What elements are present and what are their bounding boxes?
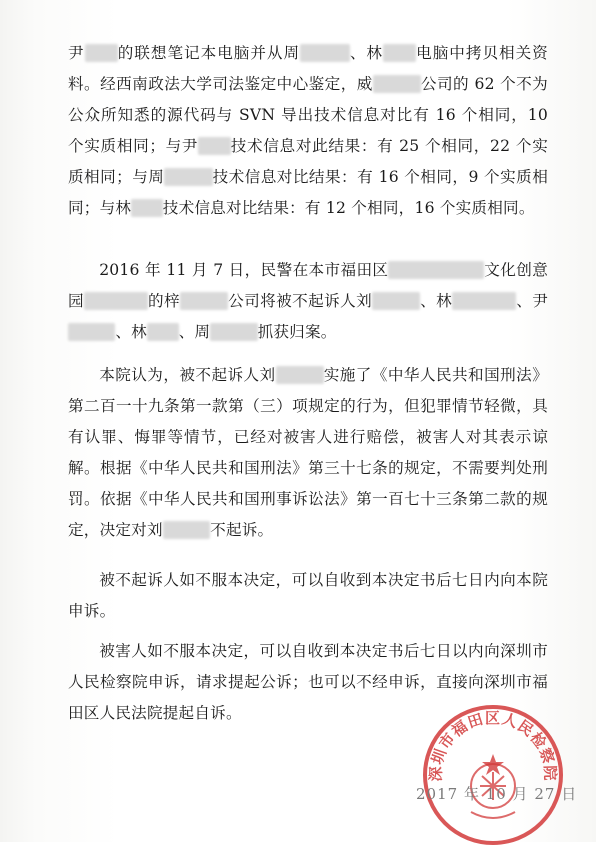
redacted-name [180,292,228,310]
svg-text:深圳市福田区人民检察院: 深圳市福田区人民检察院 [426,709,560,782]
paragraph-decision: 本院认为，被不起诉人刘 实施了《中华人民共和国刑法》第二百一十九条第一款第（三）项规定的行为，但犯罪情节轻微，具有认罪、悔罪等情节，已经对被害人进行赔偿，被害人对其表示谅解。根据《中华人民共和国刑法》第三十七条的规定，不需要判处刑罚。依据《中华人民共和国刑事诉讼法》第一百七十三条第二款的规定，决定对刘 不起诉。 [68,366,548,539]
redacted-name [131,199,163,217]
redacted-name [276,366,324,384]
redacted-name [147,323,179,341]
paragraph-appeal-victim: 被害人如不服本决定，可以自收到本决定书后七日以内向深圳市人民检察院申诉，请求提起公诉；也可以不经申诉，直接向深圳市福田区人民法院提起自诉。 [68,642,548,722]
redacted-name [452,292,516,310]
paragraph-evidence: 尹 的联想笔记本电脑并从周 、林 电脑中拷贝相关资料。经西南政法大学司法鉴定中心鉴定，威 公司的 62 个不为公众所知悉的源代码与 SVN 导出技术信息对比有 16 个相同，10 个实质相同；与尹 技术信息对此结果：有 25 个相同，22 个实质相同；与周 技术信息对比结果：有 16 个相同，9 个实质相同；与林 技术信息对比结果：有 12 个相同，16 个实质相同。 [68,44,549,217]
redacted-name [84,292,148,310]
paragraph-arrest: 2016 年 11 月 7 日，民警在本市福田区 文化创意园 的梓 公司将被不起诉人刘 、林 、尹、林 、周 抓获归案。 [68,261,548,341]
redacted-name [164,168,212,186]
document-date: 2017 年 10 月 27 日 [416,785,578,803]
redacted-name [198,137,231,155]
redacted-name [85,44,118,62]
official-seal [418,700,568,850]
redacted-name [373,75,421,93]
redacted-name [388,261,484,279]
redacted-name [372,292,420,310]
redacted-name [210,323,257,341]
paragraph-appeal-accused: 被不起诉人如不服本决定，可以自收到本决定书后七日内向本院申诉。 [68,571,548,620]
redacted-name [300,44,350,62]
redacted-name [68,323,115,341]
redacted-name [383,44,416,62]
redacted-name [163,521,210,539]
